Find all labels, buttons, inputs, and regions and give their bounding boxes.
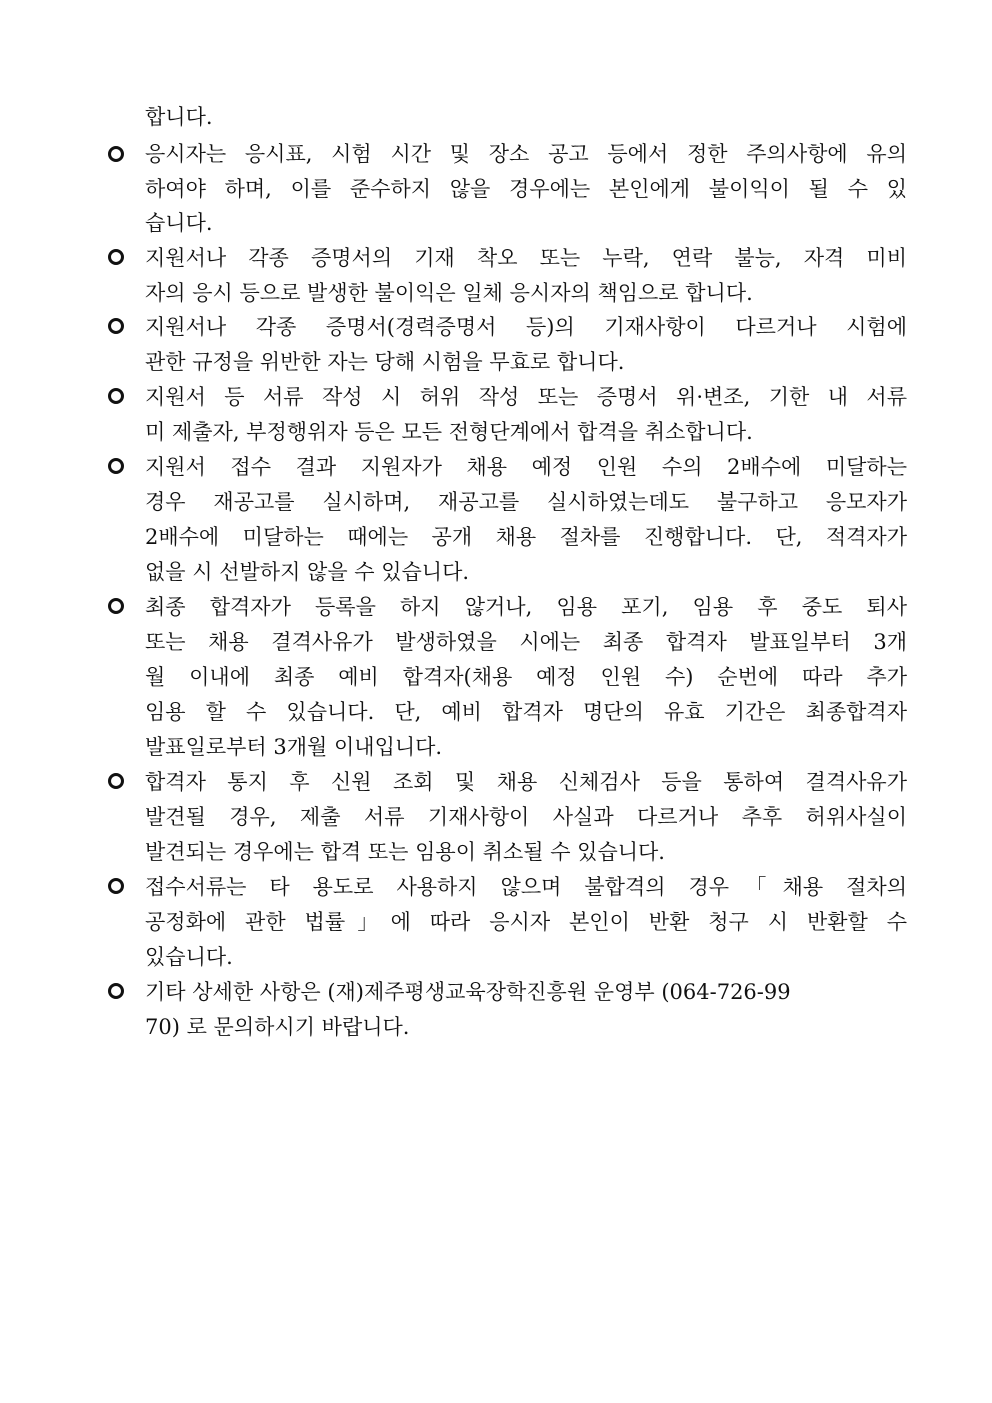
hollow-circle-bullet-icon <box>108 878 124 894</box>
notice-line: 지원서 등 서류 작성 시 허위 작성 또는 증명서 위·변조, 기한 내 서류 <box>145 385 907 409</box>
notice-line: 지원서 접수 결과 지원자가 채용 예정 인원 수의 2배수에 미달하는 <box>145 455 907 479</box>
hollow-circle-bullet-icon <box>108 249 124 265</box>
notice-line: 공정화에 관한 법률」에 따라 응시자 본인이 반환 청구 시 반환할 수 <box>145 910 907 934</box>
notice-line: 접수서류는 타 용도로 사용하지 않으며 불합격의 경우「채용 절차의 <box>145 875 907 899</box>
notice-line: 있습니다. <box>145 945 233 969</box>
notice-line: 또는 채용 결격사유가 발생하였을 시에는 최종 합격자 발표일부터 3개 <box>145 630 907 654</box>
notice-line: 습니다. <box>145 211 213 235</box>
hollow-circle-bullet-icon <box>108 388 124 404</box>
hollow-circle-bullet-icon <box>108 598 124 614</box>
continuation-line: 합니다. <box>145 105 213 129</box>
notice-line: 합격자 통지 후 신원 조회 및 채용 신체검사 등을 통하여 결격사유가 <box>145 770 907 794</box>
notice-line: 지원서나 각종 증명서(경력증명서 등)의 기재사항이 다르거나 시험에 <box>145 315 907 339</box>
notice-line: 경우 재공고를 실시하며, 재공고를 실시하였는데도 불구하고 응모자가 <box>145 490 907 514</box>
notice-line: 미 제출자, 부정행위자 등은 모든 전형단계에서 합격을 취소합니다. <box>145 420 753 444</box>
notice-line: 기타 상세한 사항은 (재)제주평생교육장학진흥원 운영부 (064-726-99 <box>145 980 791 1004</box>
hollow-circle-bullet-icon <box>108 318 124 334</box>
notice-line: 발견되는 경우에는 합격 또는 임용이 취소될 수 있습니다. <box>145 840 665 864</box>
notice-line: 없을 시 선발하지 않을 수 있습니다. <box>145 560 470 584</box>
notice-line: 70) 로 문의하시기 바랍니다. <box>145 1015 410 1039</box>
hollow-circle-bullet-icon <box>108 146 124 162</box>
notice-line: 2배수에 미달하는 때에는 공개 채용 절차를 진행합니다. 단, 적격자가 <box>145 525 907 549</box>
notice-line: 임용 할 수 있습니다. 단, 예비 합격자 명단의 유효 기간은 최종합격자 <box>145 700 907 724</box>
notice-line: 발견될 경우, 제출 서류 기재사항이 사실과 다르거나 추후 허위사실이 <box>145 805 907 829</box>
notice-line: 자의 응시 등으로 발생한 불이익은 일체 응시자의 책임으로 합니다. <box>145 281 753 305</box>
notice-line: 응시자는 응시표, 시험 시간 및 장소 공고 등에서 정한 주의사항에 유의 <box>145 142 907 166</box>
notice-line: 지원서나 각종 증명서의 기재 착오 또는 누락, 연락 불능, 자격 미비 <box>145 246 907 270</box>
hollow-circle-bullet-icon <box>108 983 124 999</box>
hollow-circle-bullet-icon <box>108 773 124 789</box>
notice-line: 하여야 하며, 이를 준수하지 않을 경우에는 본인에게 불이익이 될 수 있 <box>145 177 907 201</box>
notice-line: 발표일로부터 3개월 이내입니다. <box>145 735 443 759</box>
notice-line: 관한 규정을 위반한 자는 당해 시험을 무효로 합니다. <box>145 350 625 374</box>
notice-line: 최종 합격자가 등록을 하지 않거나, 임용 포기, 임용 후 중도 퇴사 <box>145 595 907 619</box>
notice-line: 월 이내에 최종 예비 합격자(채용 예정 인원 수) 순번에 따라 추가 <box>145 665 907 689</box>
hollow-circle-bullet-icon <box>108 458 124 474</box>
